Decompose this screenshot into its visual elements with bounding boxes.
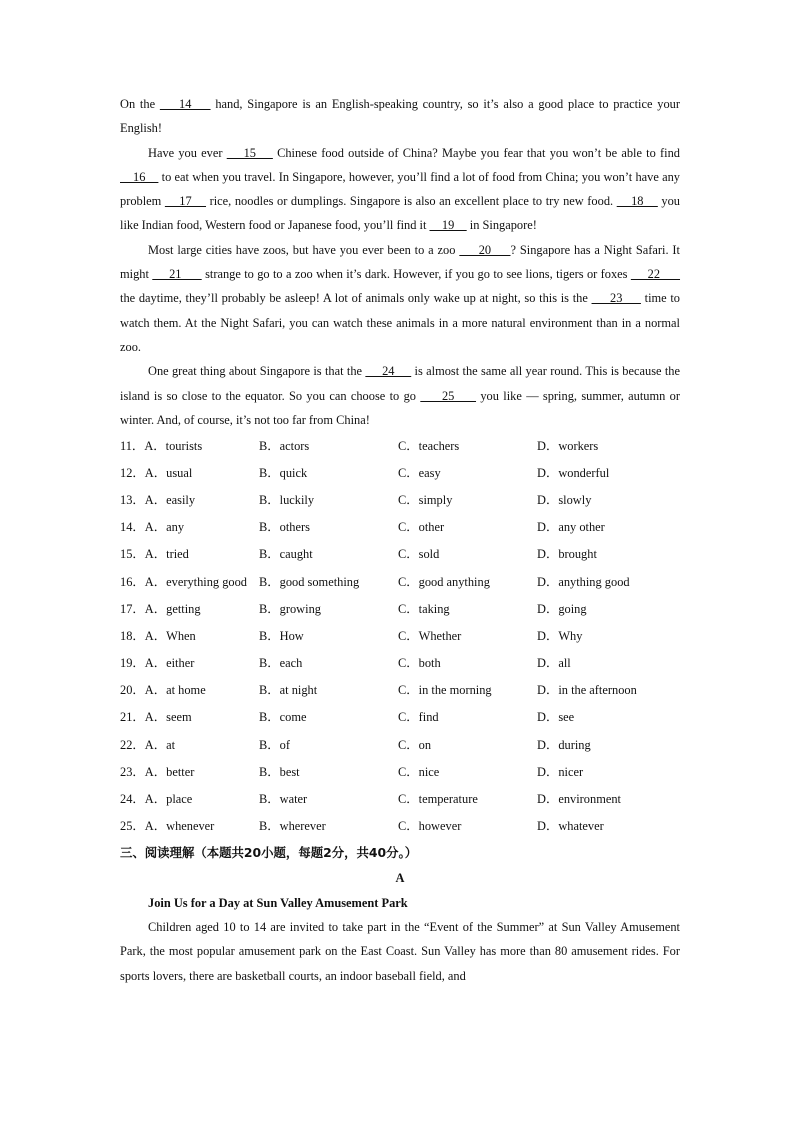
option-row	[120, 650, 680, 677]
option-row	[120, 595, 680, 622]
option-c: C．teachers	[398, 438, 460, 453]
blank-17: 17	[164, 194, 207, 209]
option-a: 17．A．getting	[120, 601, 201, 616]
option-c: C．Whether	[398, 628, 462, 643]
option-d: D．in the afternoon	[537, 683, 637, 698]
option-b: B．good something	[259, 574, 360, 589]
option-d: D．any other	[537, 520, 605, 535]
text: is almost the same all year round. This is because the island is so close to the equator. So you can choose to go	[120, 364, 680, 403]
text: the daytime, they’ll probably be asleep! A lot of animals only wake up at night, so this is the	[120, 291, 592, 306]
blank-15: 15	[226, 145, 273, 160]
passage-paragraph-2	[120, 141, 680, 238]
text: One great thing about Singapore is that the	[148, 364, 366, 379]
article-title: Join Us for a Day at Sun Valley Amusement Park	[148, 895, 408, 910]
blank-24: 24	[365, 364, 412, 379]
option-b: B．How	[259, 628, 304, 643]
option-b: B．each	[259, 656, 303, 671]
text: strange to go to a zoo when it’s dark. However, if you go to see lions, tigers or foxes	[201, 267, 631, 282]
text: hand, Singapore is an English-speaking country, so it’s also a good place to practice your English!	[120, 97, 680, 136]
option-a: 18．A．When	[120, 628, 196, 643]
passage-paragraph-1	[120, 92, 680, 141]
text: Most large cities have zoos, but have you ever been to a zoo	[148, 242, 460, 257]
option-d: D．workers	[537, 438, 599, 453]
option-b: B．wherever	[259, 819, 326, 834]
option-c: C．easy	[398, 465, 441, 480]
blank-19: 19	[429, 218, 467, 233]
blank-23: 23	[591, 291, 641, 306]
option-d: D．wonderful	[537, 465, 610, 480]
section-heading: 三、阅读理解（本题共20小题，每题2分，共40分。）	[120, 844, 418, 860]
blank-21: 21	[152, 267, 202, 282]
option-c: C．on	[398, 737, 432, 752]
text: On the	[120, 97, 160, 111]
option-a: 13．A．easily	[120, 492, 196, 507]
option-b: B．come	[259, 710, 307, 725]
text: rice, noodles or dumplings. Singapore is also an excellent place to try new food.	[206, 194, 617, 209]
option-d: D．whatever	[537, 819, 604, 834]
option-d: D．Why	[537, 628, 583, 643]
option-c: C．simply	[398, 492, 453, 507]
option-b: B．caught	[259, 547, 313, 562]
option-c: C．both	[398, 656, 441, 671]
blank-14: 14	[159, 97, 211, 111]
text: ? Singapore has a Night Safari. It might	[120, 242, 680, 282]
options-list	[120, 432, 680, 840]
option-a: 19．A．either	[120, 656, 195, 671]
option-row	[120, 514, 680, 541]
option-c: C．good anything	[398, 574, 490, 589]
article-body: Children aged 10 to 14 are invited to take part in the “Event of the Summer” at Sun Valley Amusement Park, the most popular amusement park on the East Coast. Sun Valley has more than 80 amusement rides. For sports lovers, there are basketball courts, an indoor baseball field, and	[120, 919, 680, 983]
text: Chinese food outside of China? Maybe you fear that you won’t be able to find	[272, 145, 681, 160]
option-row	[120, 704, 680, 731]
option-b: B．water	[259, 792, 308, 807]
option-row	[120, 568, 680, 595]
option-b: B．others	[259, 520, 310, 535]
blank-18: 18	[616, 194, 658, 209]
text: time to watch them. At the Night Safari, you can watch these animals in a more natural environment than in a normal zoo.	[120, 291, 680, 354]
text: Have you ever	[148, 145, 227, 160]
text: in Singapore!	[466, 218, 537, 233]
option-d: D．brought	[537, 547, 597, 562]
option-c: C．other	[398, 520, 445, 535]
text: you like Indian food, Western food or Japanese food, you’ll find it	[120, 194, 681, 233]
option-row	[120, 487, 680, 514]
option-d: D．going	[537, 601, 587, 616]
option-row	[120, 622, 680, 649]
option-b: B．quick	[259, 465, 308, 480]
exam-page	[120, 92, 680, 988]
option-a: 14．A．any	[120, 520, 185, 535]
blank-22: 22	[630, 267, 681, 282]
option-row	[120, 677, 680, 704]
option-b: B．actors	[259, 438, 310, 453]
option-c: C．however	[398, 819, 462, 834]
blank-25: 25	[420, 388, 477, 403]
text: you like — spring, summer, autumn or winter. And, of course, it’s not too far from China!	[120, 388, 680, 427]
option-row	[120, 731, 680, 758]
option-c: C．find	[398, 710, 439, 725]
passage-paragraph-3	[120, 238, 680, 359]
option-d: D．all	[537, 656, 571, 671]
option-d: D．nicer	[537, 764, 584, 779]
option-d: D．anything good	[537, 574, 630, 589]
option-d: D．environment	[537, 792, 621, 807]
option-c: C．in the morning	[398, 683, 492, 698]
option-a: 16．A．everything good	[120, 574, 247, 589]
option-a: 20．A．at home	[120, 683, 206, 698]
option-a: 23．A．better	[120, 764, 195, 779]
option-a: 15．A．tried	[120, 547, 189, 562]
option-b: B．at night	[259, 683, 318, 698]
option-row	[120, 459, 680, 486]
option-row	[120, 758, 680, 785]
option-b: B．growing	[259, 601, 321, 616]
option-a: 11．A．tourists	[120, 438, 203, 453]
option-d: D．see	[537, 710, 575, 725]
option-a: 21．A．seem	[120, 710, 192, 725]
option-a: 22．A．at	[120, 737, 176, 752]
option-b: B．luckily	[259, 492, 315, 507]
option-c: C．taking	[398, 601, 450, 616]
blank-20: 20	[459, 242, 511, 257]
option-c: C．nice	[398, 764, 440, 779]
option-row	[120, 432, 680, 459]
option-row	[120, 541, 680, 568]
option-b: B．of	[259, 737, 290, 752]
option-d: D．slowly	[537, 492, 592, 507]
passage-letter: A	[395, 870, 405, 885]
option-b: B．best	[259, 764, 300, 779]
text: to eat when you travel. In Singapore, however, you’ll find a lot of food from China; you won’t have any problem	[120, 169, 680, 209]
option-c: C．sold	[398, 547, 440, 562]
option-a: 24．A．place	[120, 792, 193, 807]
option-a: 25．A．whenever	[120, 819, 215, 834]
option-row	[120, 786, 680, 813]
option-d: D．during	[537, 737, 591, 752]
option-a: 12．A．usual	[120, 465, 193, 480]
passage-paragraph-4	[120, 359, 680, 432]
option-c: C．temperature	[398, 792, 478, 807]
blank-16: 16	[120, 169, 159, 184]
option-row	[120, 813, 680, 840]
